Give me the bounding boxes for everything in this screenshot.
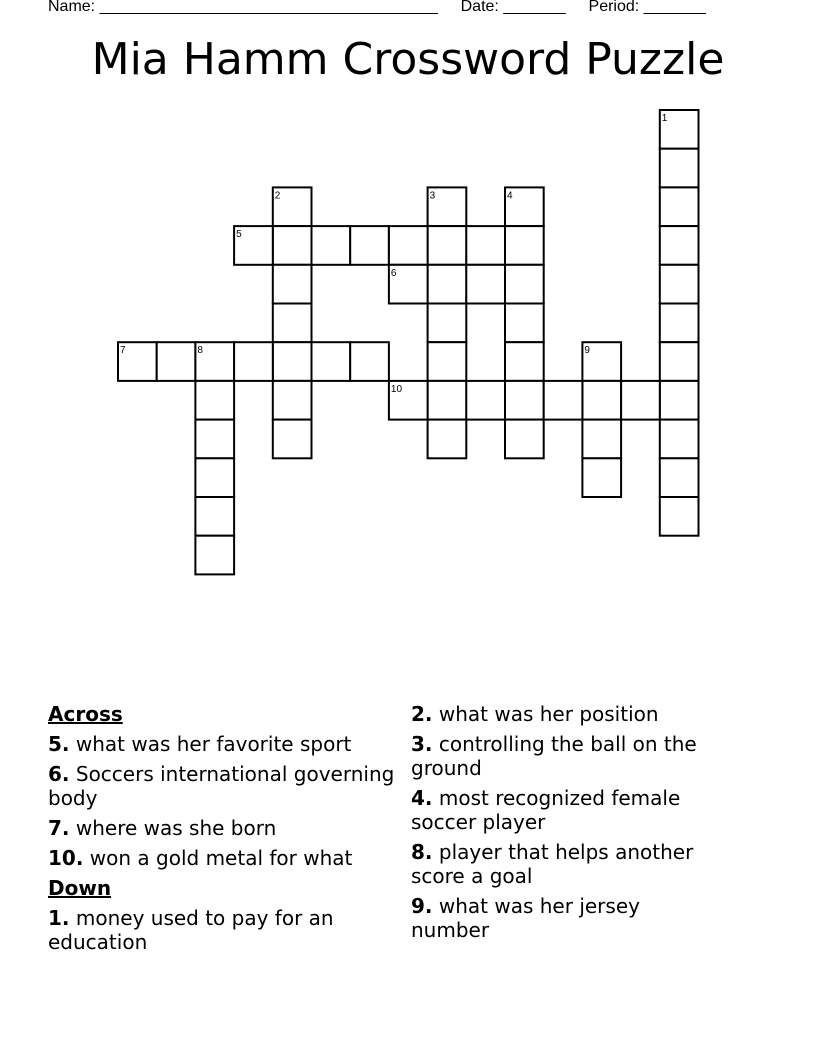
crossword-cell[interactable] [660,226,699,265]
crossword-cell[interactable] [273,420,312,459]
crossword-cell[interactable] [389,226,428,265]
clue-down-8 [411,840,731,888]
cell-number: 2 [274,190,281,202]
clue-number: 8. [411,840,433,864]
crossword-cell[interactable] [312,226,351,265]
crossword-cell[interactable] [428,342,467,381]
crossword-cell[interactable] [660,342,699,381]
crossword-cell[interactable] [505,420,544,459]
crossword-cell[interactable] [312,342,351,381]
crossword-cell[interactable] [428,226,467,265]
crossword-cell[interactable] [582,420,621,459]
crossword-cell[interactable] [157,342,196,381]
clue-number: 1. [48,906,70,930]
crossword-cell[interactable] [660,381,699,420]
clue-text: where was she born [69,816,277,840]
crossword-cell[interactable] [273,265,312,304]
crossword-cell[interactable] [428,304,467,343]
crossword-cell[interactable] [428,265,467,304]
cell-number: 7 [120,345,126,357]
crossword-cell[interactable] [660,187,699,226]
cell-number: 10 [390,383,403,395]
crossword-cell[interactable] [505,342,544,381]
clue-text: what was her favorite sport [69,732,352,756]
clue-column-right [411,702,741,948]
cell-number: 3 [429,190,436,202]
crossword-cell[interactable] [195,458,234,497]
crossword-cell[interactable] [350,342,389,381]
date-field[interactable]: Date: _______ [460,0,566,15]
crossword-cell[interactable] [466,265,505,304]
clue-text: what was her jersey number [411,894,640,942]
clue-text: won a gold metal for what [83,846,353,870]
crossword-cell[interactable] [660,420,699,459]
clue-number: 4. [411,786,433,810]
clue-number: 7. [48,816,70,840]
clue-number: 2. [411,702,433,726]
across-heading: Across [48,702,123,726]
crossword-cell[interactable] [505,265,544,304]
clue-down-3 [411,732,741,780]
crossword-cell[interactable] [582,381,621,420]
clue-across-10 [48,846,398,870]
crossword-cell[interactable] [195,381,234,420]
clue-down-9 [411,894,681,942]
clue-text: Soccers international governing body [48,762,395,810]
crossword-cell[interactable] [273,342,312,381]
clue-down-1 [48,906,368,954]
crossword-cell[interactable] [428,420,467,459]
cell-number: 5 [236,229,242,241]
crossword-cell[interactable] [195,536,234,575]
clue-down-2 [411,702,741,726]
crossword-cell[interactable] [195,420,234,459]
cell-number: 4 [507,190,513,202]
clue-text: controlling the ball on the ground [411,732,697,780]
crossword-cell[interactable] [273,381,312,420]
clue-number: 9. [411,894,433,918]
clue-across-5 [48,732,398,756]
clue-number: 5. [48,732,70,756]
crossword-cell[interactable] [273,304,312,343]
clue-number: 3. [411,732,433,756]
crossword-cell[interactable] [466,381,505,420]
crossword-cell[interactable] [660,497,699,536]
cell-number: 9 [584,345,590,357]
period-field[interactable]: Period: _______ [588,0,706,15]
clue-down-4 [411,786,711,834]
crossword-cell[interactable] [350,226,389,265]
clue-text: player that helps another score a goal [411,840,694,888]
clue-number: 10. [48,846,84,870]
clue-number: 6. [48,762,70,786]
crossword-cell[interactable] [234,342,273,381]
crossword-cell[interactable] [505,381,544,420]
cell-number: 8 [197,345,203,357]
clue-across-6 [48,762,398,810]
crossword-cell[interactable] [582,458,621,497]
crossword-cell[interactable] [621,381,660,420]
clue-text: what was her position [432,702,659,726]
crossword-cell[interactable] [660,304,699,343]
clue-text: money used to pay for an education [48,906,334,954]
crossword-cell[interactable] [428,381,467,420]
crossword-cell[interactable] [273,226,312,265]
crossword-cell[interactable] [660,458,699,497]
crossword-cell[interactable] [505,226,544,265]
cell-number: 6 [390,267,397,279]
down-heading: Down [48,876,112,900]
crossword-cell[interactable] [544,381,583,420]
crossword-cell[interactable] [195,497,234,536]
clue-column-left [48,702,398,960]
name-field[interactable]: Name: ______________________________________ [48,0,438,15]
clue-text: most recognized female soccer player [411,786,681,834]
crossword-cell[interactable] [505,304,544,343]
crossword-cell[interactable] [466,226,505,265]
page-title: Mia Hamm Crossword Puzzle [91,34,725,85]
crossword-cell[interactable] [660,149,699,188]
cell-number: 1 [661,113,668,124]
clue-across-7 [48,816,398,840]
crossword-cell[interactable] [660,265,699,304]
